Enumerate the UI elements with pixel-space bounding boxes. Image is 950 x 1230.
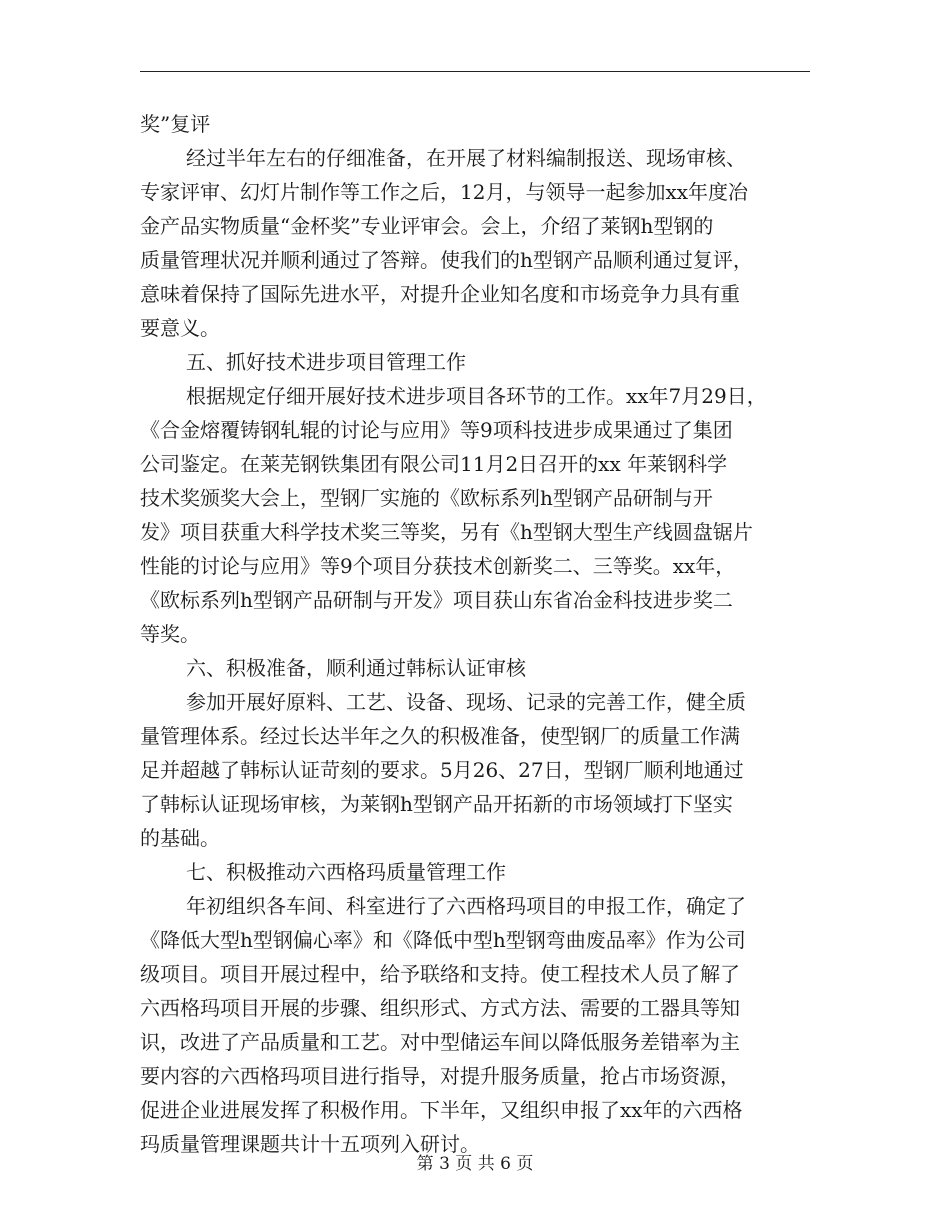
text-line: 金产品实物质量“金杯奖”专业评审会。会上，介绍了莱钢h型钢的 — [140, 214, 714, 238]
text-line: 技术奖颁奖大会上，型钢厂实施的《欧标系列h型钢产品研制与开 — [140, 486, 713, 510]
page-footer: 第 3 页 共 6 页 — [416, 1154, 534, 1174]
text-line: 性能的讨论与应用》等9个项目分获技术创新奖二、三等奖。xx年， — [140, 554, 736, 578]
paragraph-first-line: 五、抓好技术进步项目管理工作 — [186, 350, 466, 374]
text-line: 等奖。 — [140, 622, 200, 646]
text-line: 的基础。 — [140, 826, 220, 850]
text-line: 要内容的六西格玛项目进行指导，对提升服务质量，抢占市场资源， — [140, 1064, 740, 1088]
text-line: 专家评审、幻灯片制作等工作之后，12月，与领导一起参加xx年度冶 — [140, 180, 749, 204]
paragraph-first-line: 六、积极准备，顺利通过韩标认证审核 — [186, 656, 526, 680]
text-line: 足并超越了韩标认证苛刻的要求。5月26、27日，型钢厂顺利地通过 — [140, 758, 744, 782]
text-line: 要意义。 — [140, 316, 220, 340]
text-line: 级项目。项目开展过程中，给予联络和支持。使工程技术人员了解了 — [140, 962, 740, 986]
text-line: 促进企业进展发挥了积极作用。下半年，又组织申报了xx年的六西格 — [140, 1098, 743, 1122]
text-line: 量管理体系。经过长达半年之久的积极准备，使型钢厂的质量工作满 — [140, 724, 740, 748]
text-line: 奖”复评 — [140, 112, 211, 136]
paragraph-first-line: 年初组织各车间、科室进行了六西格玛项目的申报工作，确定了 — [186, 894, 746, 918]
text-line: 《降低大型h型钢偏心率》和《降低中型h型钢弯曲废品率》作为公司 — [140, 928, 746, 952]
paragraph-first-line: 参加开展好原料、工艺、设备、现场、记录的完善工作，健全质 — [186, 690, 746, 714]
text-line: 识，改进了产品质量和工艺。对中型储运车间以降低服务差错率为主 — [140, 1030, 740, 1054]
text-line: 公司鉴定。在莱芜钢铁集团有限公司11月2日召开的xx 年莱钢科学 — [140, 452, 728, 476]
text-line: 玛质量管理课题共计十五项列入研讨。 — [140, 1132, 480, 1156]
text-line: 《欧标系列h型钢产品研制与开发》项目获山东省冶金科技进步奖二 — [140, 588, 733, 612]
header-rule — [140, 71, 810, 72]
paragraph-first-line: 经过半年左右的仔细准备，在开展了材料编制报送、现场审核、 — [186, 146, 746, 170]
text-line: 六西格玛项目开展的步骤、组织形式、方式方法、需要的工器具等知 — [140, 996, 740, 1020]
paragraph-first-line: 七、积极推动六西格玛质量管理工作 — [186, 860, 506, 884]
text-line: 质量管理状况并顺利通过了答辩。使我们的h型钢产品顺利通过复评， — [140, 248, 753, 272]
text-line: 发》项目获重大科学技术奖三等奖，另有《h型钢大型生产线圆盘锯片 — [140, 520, 753, 544]
text-line: 了韩标认证现场审核，为莱钢h型钢产品开拓新的市场领域打下坚实 — [140, 792, 733, 816]
document-body — [140, 107, 810, 1161]
text-line: 意味着保持了国际先进水平，对提升企业知名度和市场竞争力具有重 — [140, 282, 740, 306]
paragraph-first-line: 根据规定仔细开展好技术进步项目各环节的工作。xx年7月29日， — [186, 384, 767, 408]
text-line: 《合金熔覆铸钢轧辊的讨论与应用》等9项科技进步成果通过了集团 — [140, 418, 733, 442]
